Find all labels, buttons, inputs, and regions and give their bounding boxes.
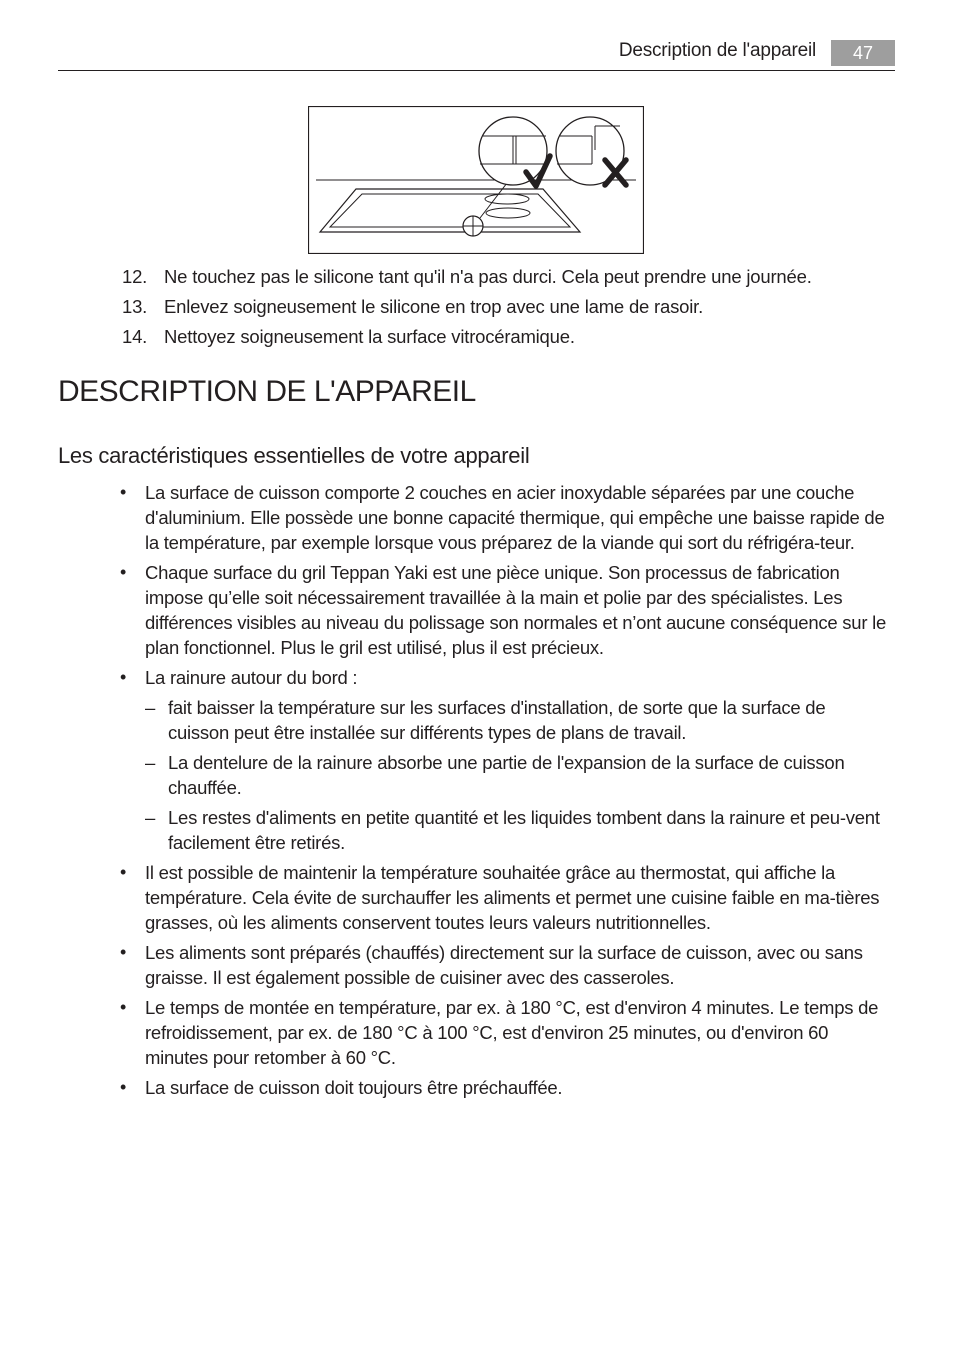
list-item xyxy=(118,860,890,935)
list-item xyxy=(118,560,890,660)
bullet-icon: • xyxy=(120,562,127,582)
bullet-icon: • xyxy=(120,862,127,882)
bullet-icon: • xyxy=(120,997,127,1017)
step-text: Ne touchez pas le silicone tant qu'il n'a pas durci. Cela peut prendre une journée. xyxy=(164,266,812,287)
step-number: 13. xyxy=(122,296,148,317)
step-item xyxy=(122,324,902,354)
bullet-icon: • xyxy=(120,942,127,962)
bullet-icon: • xyxy=(120,667,127,687)
step-item xyxy=(122,294,902,324)
step-text: Enlevez soigneusement le silicone en trop avec une lame de rasoir. xyxy=(164,296,704,317)
running-header-title: Description de l'appareil xyxy=(618,40,816,61)
silicone-seal-illustration xyxy=(308,106,644,254)
groove-sublist xyxy=(145,695,890,855)
sublist-item xyxy=(145,750,890,800)
dash-icon: – xyxy=(145,752,156,773)
sublist-item-text: fait baisser la température sur les surfaces d'installation, de sorte que la surface de cuisson peut être installée sur différents types de plans de travail. xyxy=(168,697,826,743)
list-item xyxy=(118,940,890,990)
step-number: 14. xyxy=(122,326,148,347)
list-item-text: La rainure autour du bord : xyxy=(145,667,358,688)
bullet-icon: • xyxy=(120,1077,127,1097)
sublist-item xyxy=(145,695,890,745)
list-item xyxy=(118,995,890,1070)
page-number: 47 xyxy=(831,40,895,66)
dash-icon: – xyxy=(145,697,156,718)
dash-icon: – xyxy=(145,807,156,828)
bullet-icon: • xyxy=(120,482,127,502)
list-item xyxy=(118,1075,890,1100)
step-item xyxy=(122,264,902,294)
subsection-title: Les caractéristiques essentielles de votre appareil xyxy=(58,443,530,468)
sublist-item xyxy=(145,805,890,855)
list-item-text: Chaque surface du gril Teppan Yaki est une pièce unique. Son processus de fabrication impose qu’elle soit nécessairement travaillée à la main et polie par des spécialistes. Les différences visibles au niveau du polissage son normales et n’ont aucune conséquence sur le plan fonctionnel. Plus le gril est utilisé, plus il est précieux. xyxy=(145,562,887,658)
list-item xyxy=(118,665,890,855)
list-item-text: Il est possible de maintenir la température souhaitée grâce au thermostat, qui affiche la température. Cela évite de surchauffer les aliments et permet une cuisine faible en ma-tières grasses, où les aliments conservent toutes leurs valeurs nutritionnelles. xyxy=(145,862,880,933)
list-item xyxy=(118,480,890,555)
section-title: DESCRIPTION DE L'APPAREIL xyxy=(58,375,476,408)
step-number: 12. xyxy=(122,266,148,287)
header-rule xyxy=(58,70,895,71)
feature-list xyxy=(118,480,890,1105)
sublist-item-text: La dentelure de la rainure absorbe une partie de l'expansion de la surface de cuisson chauffée. xyxy=(168,752,845,798)
step-text: Nettoyez soigneusement la surface vitrocéramique. xyxy=(164,326,575,347)
list-item-text: La surface de cuisson comporte 2 couches en acier inoxydable séparées par une couche d'aluminium. Elle possède une bonne capacité thermique, qui empêche une baisse rapide de la température, par exemple lorsque vous préparez de la viande qui sort du réfrigéra-teur. xyxy=(145,482,885,553)
list-item-text: La surface de cuisson doit toujours être préchauffée. xyxy=(145,1077,563,1098)
list-item-text: Les aliments sont préparés (chauffés) directement sur la surface de cuisson, avec ou sans graisse. Il est également possible de cuisiner avec des casseroles. xyxy=(145,942,863,988)
list-item-text: Le temps de montée en température, par ex. à 180 °C, est d'environ 4 minutes. Le temps de refroidissement, par ex. de 180 °C à 100 °C, est d'environ 25 minutes, ou d'environ 60 minutes pour retomber à 60 °C. xyxy=(145,997,879,1068)
sublist-item-text: Les restes d'aliments en petite quantité et les liquides tombent dans la rainure et peu-vent facilement être retirés. xyxy=(168,807,880,853)
installation-steps xyxy=(122,264,902,354)
